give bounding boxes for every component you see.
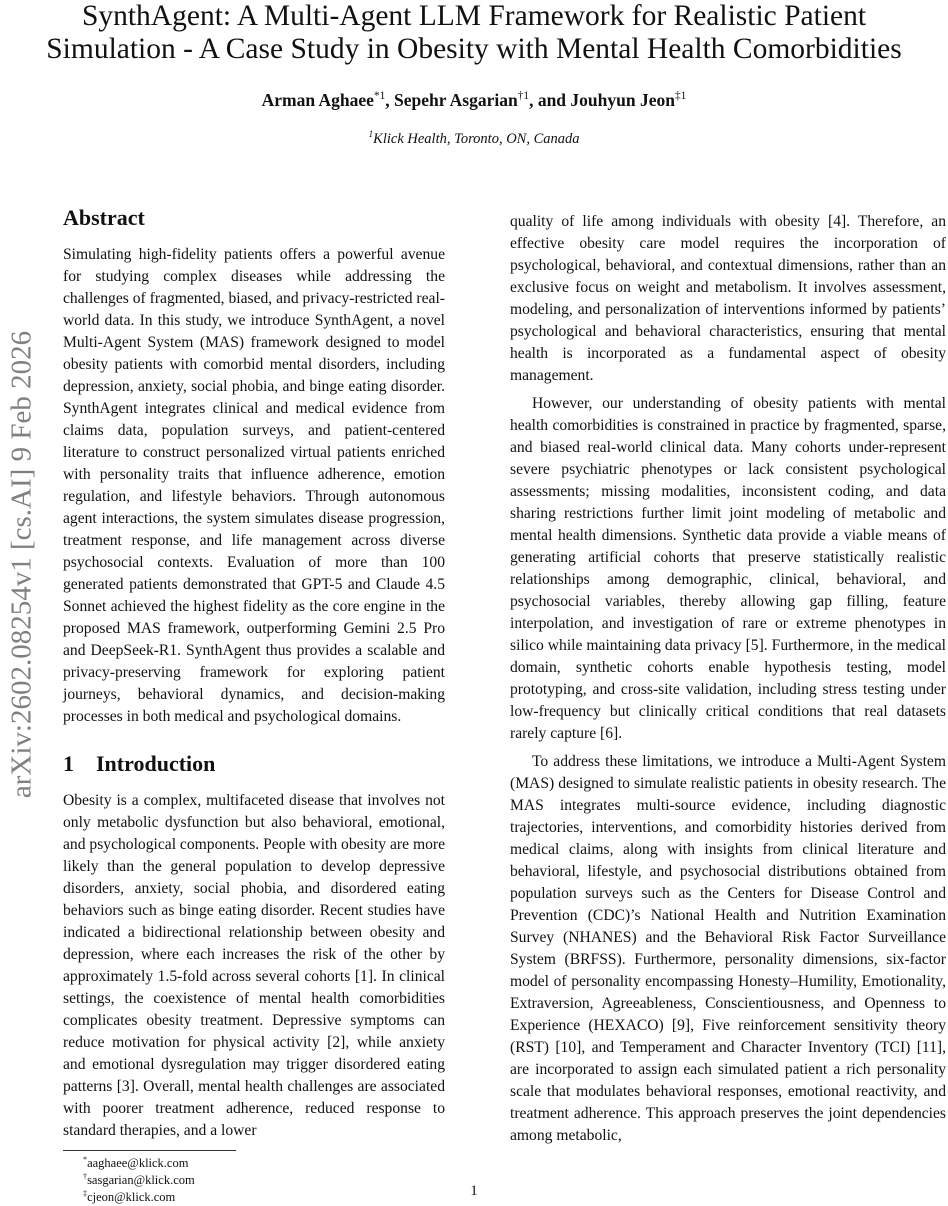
title-line: Simulation - A Case Study in Obesity with Mental Health Comorbidities [46, 33, 902, 65]
abstract-heading: Abstract [63, 205, 145, 230]
intro-paragraph: quality of life among individuals with obesity [4]. Therefore, an effective obesity care model requires the incorporation of psychological, behavioral, and contextual dimensions, rather than an exclusive focus on weight and metabolism. It involves assessment, modeling, and personalization of interventions informed by patients’ psychological and behavioral characteristics, ensuring that mental health is incorporated as a fundamental aspect of obesity management. [510, 213, 946, 384]
author-mark: ‡1 [674, 90, 687, 103]
intro-paragraph: To address these limitations, we introduce a Multi-Agent System (MAS) designed to simulate realistic patients in obesity research. The MAS integrates multi-source evidence, including diagnostic trajectories, interventions, and comorbidity histories derived from medical claims, along with insights from clinical literature and behavioral, lifestyle, and psychosocial distributions obtained from population surveys such as the Centers for Disease Control and Prevention (CDC)’s National Health and Nutrition Examination Survey (NHANES) and the Behavioral Risk Factor Surveillance System (BRFSS). Furthermore, personality dimensions, six-factor model of personality encompassing Honesty–Humility, Emotionality, Extraversion, Agreeableness, Conscientiousness, and Openness to Experience (HEXACO) [9], Five reinforcement sensitivity theory (RST) [10], and Temperament and Character Inventory (TCI) [11], are incorporated to assign each simulated patient a rich personality scale that modulates behavioral responses, emotional reactivity, and treatment adherence. This approach preserves the joint dependencies among metabolic, [510, 753, 946, 1144]
intro-paragraph: Obesity is a complex, multifaceted disease that involves not only metabolic dysfunction but also behavioral, emotional, and psychological components. People with obesity are more likely than the general population to develop depressive disorders, anxiety, social phobia, and disordered eating behaviors such as binge eating disorder. Recent studies have indicated a bidirectional relationship between obesity and depression, where each increases the risk of the other by approximately 1.5-fold across several cohorts [1]. In clinical settings, the coexistence of mental health comorbidities complicates obesity treatment. Depressive symptoms can reduce motivation for physical activity [2], while anxiety and emotional dysregulation may trigger disordered eating patterns [3]. Overall, mental health challenges are associated with poorer treatment adherence, reduced response to standard therapies, and a lower [63, 792, 445, 1139]
footnote-email: aaghaee@klick.com [87, 1156, 189, 1170]
arxiv-stamp: arXiv:2602.08254v1 [cs.AI] 9 Feb 2026 [5, 330, 38, 799]
abstract-text: Simulating high-fidelity patients offers a powerful avenue for studying complex diseases while addressing the challenges of fragmented, biased, and privacy-restricted real-world data. In this study, we introduce SynthAgent, a novel Multi-Agent System (MAS) framework designed to model obesity patients with comorbid mental disorders, including depression, anxiety, social phobia, and binge eating disorder. SynthAgent integrates clinical and medical evidence from claims data, population surveys, and patient-centered literature to construct personalized virtual patients enriched with personality traits that influence adherence, emotion regulation, and lifestyle behaviors. Through autonomous agent interactions, the system simulates disease progression, treatment response, and life management across diverse psychosocial contexts. Evaluation of more than 100 generated patients demonstrated that GPT-5 and Claude 4.5 Sonnet achieved the highest fidelity as the core engine in the proposed MAS framework, outperforming Gemini 2.5 Pro and DeepSeek-R1. SynthAgent thus provides a scalable and privacy-preserving framework for exploring patient journeys, behavioral dynamics, and decision-making processes in both medical and psychological domains. [63, 246, 445, 725]
footnote-mark: * [83, 1154, 88, 1164]
affiliation [0, 131, 948, 148]
affiliation-text: Klick Health, Toronto, ON, Canada [373, 131, 580, 147]
introduction-heading: 1 Introduction [63, 751, 216, 776]
author-list [0, 90, 948, 111]
title-line: SynthAgent: A Multi-Agent LLM Framework for Realistic Patient [81, 0, 867, 32]
author-separator: , [385, 90, 395, 110]
right-column [510, 211, 946, 1147]
author-name: Jouhyun Jeon [570, 90, 675, 110]
intro-paragraph: However, our understanding of obesity patients with mental health comorbidities is constrained in practice by fragmented, sparse, and biased real-world clinical data. Many cohorts under-represent severe psychiatric phenotypes or lack consistent psychological assessments; missing modalities, inconsistent coding, and data sharing restrictions further limit joint modeling of metabolic and mental health dimensions. Synthetic data provide a viable means of generating artificial cohorts that preserve statistically realistic relationships among demographic, clinical, behavioral, and psychosocial variables, thereby allowing gap filling, feature interpolation, and investigation of rare or extreme phenotypes in silico while maintaining data privacy [5]. Furthermore, in the medical domain, synthetic cohorts enable hypothesis testing, model prototyping, and cross-site validation, including stress testing under low-frequency but clinically critical conditions that real datasets rarely capture [6]. [510, 395, 946, 742]
author-name: Sepehr Asgarian [394, 90, 518, 110]
author-name: Arman Aghaee [261, 90, 374, 110]
footnote-email: sasgarian@klick.com [87, 1173, 195, 1187]
author-separator: , and [529, 90, 571, 110]
footnote-email: cjeon@klick.com [87, 1190, 176, 1204]
affiliation-mark: 1 [368, 130, 374, 141]
author-mark: †1 [517, 90, 530, 103]
footnote [83, 1155, 445, 1172]
paper-title [0, 0, 948, 66]
left-column [63, 204, 445, 1206]
page-number: 1 [470, 1183, 478, 1199]
footnote-mark: † [83, 1171, 88, 1181]
author-mark: *1 [373, 90, 386, 103]
footnote-mark: ‡ [83, 1188, 88, 1198]
